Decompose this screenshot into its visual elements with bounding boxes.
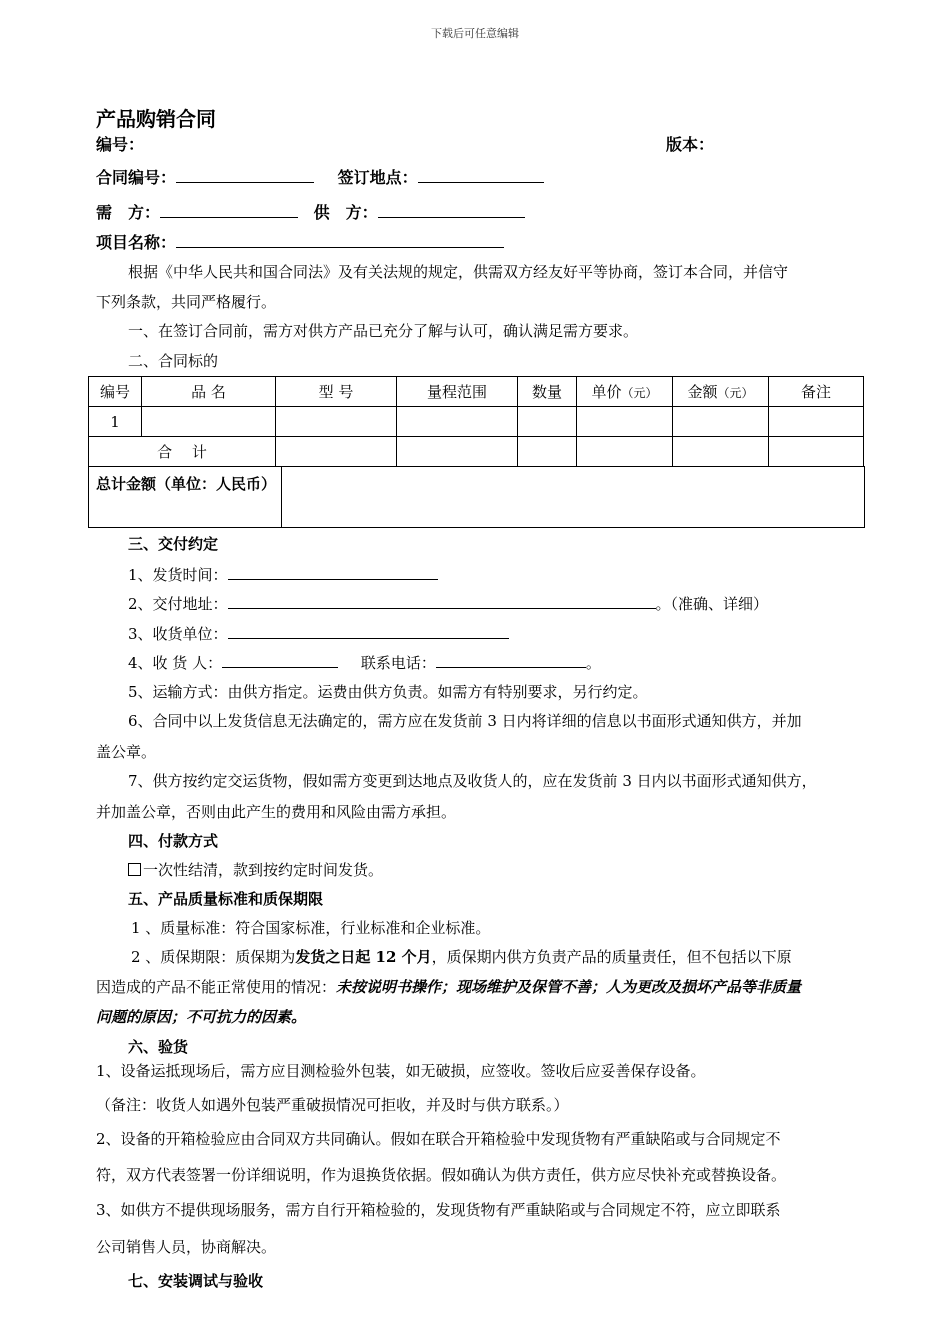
header-qty: 数量 [518,377,577,407]
inspection-item-1: 1、设备运抵现场后，需方应目测检验外包装，如无破损，应签收。签收后应妥善保存设备。 [96,1062,706,1080]
table-row [89,407,864,437]
phone-label: 联系电话： [360,654,436,672]
contract-no-field[interactable] [176,166,314,183]
buyer-label: 需 方： [96,203,161,222]
total-qty-cell[interactable] [518,437,577,467]
header-unit-price: 单价（元） [577,377,673,407]
receiver-unit-row [128,622,509,644]
address-note: 。（准确、详细） [655,595,769,613]
ship-time-field[interactable] [228,563,438,580]
row1-amount-cell[interactable] [673,407,769,437]
inspection-heading: 六、验货 [128,1038,189,1056]
total-price-cell[interactable] [577,437,673,467]
buyer-field[interactable] [160,201,298,218]
warranty-period: 发货之日起 12 个月 [295,948,432,966]
payment-checkbox[interactable] [128,863,141,876]
header-model: 型 号 [276,377,397,407]
item6-line-2: 盖公章。 [96,743,157,761]
receiver-field[interactable] [222,651,338,668]
payment-option-text: 一次性结清，款到按约定时间发货。 [143,861,384,879]
number-label: 编号： [96,135,145,154]
payment-heading: 四、付款方式 [128,832,219,850]
delivery-heading: 三、交付约定 [128,535,219,553]
total-label: 合 计 [89,437,276,467]
clause-2: 二、合同标的 [128,352,219,370]
total-amount-cell[interactable] [673,437,769,467]
warranty-line-2: 因造成的产品不能正常使用的情况：未按说明书操作；现场维护及保管不善；人为更改及损坏产品等非质量 [96,978,802,996]
header-amount: 金额（元） [673,377,769,407]
quality-heading: 五、产品质量标准和质保期限 [128,890,324,908]
warranty-line-3: 问题的原因；不可抗力的因素。 [96,1008,307,1026]
item6-line-1: 6、合同中以上发货信息无法确定的，需方应在发货前 3 日内将详细的信息以书面形式通知供方，并加 [128,712,802,730]
address-label: 2、交付地址： [128,595,228,613]
total-model-cell[interactable] [276,437,397,467]
row1-name-cell[interactable] [142,407,276,437]
inspection-item-2-line-2: 符，双方代表签署一份详细说明，作为退换货依据。假如确认为供方责任，供方应尽快补充或替换设备。 [96,1166,787,1184]
grand-total-row [88,466,865,528]
grand-total-label: 总计金额（单位：人民币） [89,466,282,527]
row1-remark-cell[interactable] [769,407,864,437]
project-row [96,230,504,253]
supplier-label: 供 方： [313,203,378,222]
quality-standard: 1 、质量标准：符合国家标准，行业标准和企业标准。 [131,919,491,937]
row1-no: 1 [89,407,142,437]
warranty-line-1: 2 、质保期限：质保期为发货之日起 12 个月，质保期内供方负责产品的质量责任，但不包括以下原 [131,948,792,966]
inspection-item-3-line-2: 公司销售人员，协商解决。 [96,1238,277,1256]
clause-1: 一、在签订合同前，需方对供方产品已充分了解与认可，确认满足需方要求。 [128,322,639,340]
row1-price-cell[interactable] [577,407,673,437]
row1-qty-cell[interactable] [518,407,577,437]
address-field[interactable] [228,592,656,609]
phone-field[interactable] [436,651,586,668]
receiver-unit-label: 3、收货单位： [128,625,228,643]
total-range-cell[interactable] [397,437,518,467]
ship-time-label: 1、发货时间： [128,566,228,584]
receiver-label: 4、收 货 人： [128,654,223,672]
inspection-note: （备注：收货人如遇外包装严重破损情况可拒收，并及时与供方联系。） [96,1096,569,1114]
document-title: 产品购销合同 [96,107,216,131]
receiver-unit-field[interactable] [228,622,509,639]
supplier-field[interactable] [378,201,525,218]
version-label: 版本： [666,135,715,154]
table-header-row [89,377,864,407]
installation-heading: 七、安装调试与验收 [128,1272,264,1290]
parties-row [96,200,525,223]
sign-place-label: 签订地点： [337,168,418,187]
total-remark-cell[interactable] [769,437,864,467]
item7-line-2: 并加盖公章，否则由此产生的费用和风险由需方承担。 [96,803,457,821]
payment-option [128,859,383,880]
warranty-exclusions: 未按说明书操作；现场维护及保管不善；人为更改及损坏产品等非质量 [336,978,802,996]
header-name: 品 名 [142,377,276,407]
total-row [89,437,864,467]
inspection-item-2-line-1: 2、设备的开箱检验应由合同双方共同确认。假如在联合开箱检验中发现货物有严重缺陷或与合同规定不 [96,1130,781,1148]
header-no: 编号 [89,377,142,407]
inspection-item-3-line-1: 3、如供方不提供现场服务，需方自行开箱检验的，发现货物有严重缺陷或与合同规定不符，应立即联系 [96,1201,781,1219]
ship-time-row [128,563,438,585]
receiver-row [128,651,601,673]
contract-items-table [88,376,864,467]
sign-place-field[interactable] [418,166,544,183]
header-range: 量程范围 [397,377,518,407]
intro-line-2: 下列条款，共同严格履行。 [96,293,277,311]
contract-no-row [96,165,544,188]
project-label: 项目名称： [96,233,177,252]
row1-range-cell[interactable] [397,407,518,437]
item7-line-1: 7、供方按约定交运货物，假如需方变更到达地点及收货人的，应在发货前 3 日内以书面形式通知供方， [128,772,817,790]
project-field[interactable] [176,231,504,248]
row1-model-cell[interactable] [276,407,397,437]
address-row [128,592,768,614]
page-header-note: 下载后可任意编辑 [431,27,519,40]
transport-line: 5、运输方式：由供方指定。运费由供方负责。如需方有特别要求，另行约定。 [128,683,648,701]
intro-line-1: 根据《中华人民共和国合同法》及有关法规的规定，供需双方经友好平等协商，签订本合同，并信守 [128,263,789,281]
phone-end: 。 [585,654,601,672]
header-remark: 备注 [769,377,864,407]
contract-no-label: 合同编号： [96,168,177,187]
